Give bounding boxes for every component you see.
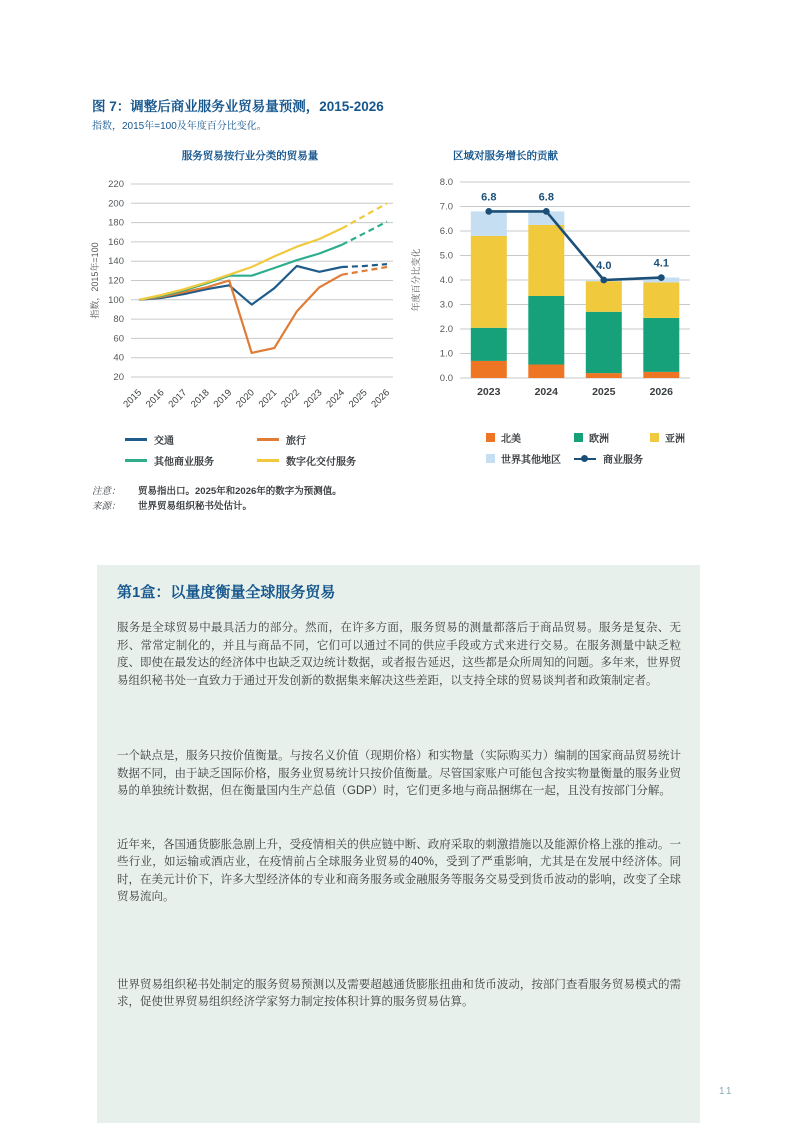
- svg-text:2023: 2023: [301, 387, 325, 411]
- services-volume-line-chart: [85, 168, 415, 420]
- svg-text:2026: 2026: [369, 387, 393, 411]
- box-paragraph-2: 一个缺点是，服务只按价值衡量。与按名义价值（现期价格）和实物量（实际购买力）编制的国家商品贸易统计数据不同，由于缺乏国际价格，服务业贸易统计只按价值衡量。尽管国家账户可能包含按实物量衡量的服务业贸易的单独统计数据，但在衡量国内生产总值（GDP）时，它们更多地与商品捆绑在一起，且没有按部门分解。: [117, 750, 681, 797]
- svg-text:2024: 2024: [534, 386, 558, 398]
- box-title: 第1盒：以量度衡量全球服务贸易: [117, 584, 336, 601]
- svg-text:140: 140: [108, 256, 124, 268]
- page-number: 11: [719, 1086, 734, 1097]
- legend-item-north-america: [486, 430, 574, 445]
- legend-label: 亚洲: [665, 434, 685, 445]
- legend-label: 数字化交付服务: [286, 457, 356, 468]
- legend-item-transport: [125, 432, 257, 447]
- svg-text:60: 60: [113, 333, 124, 345]
- note-text: 贸易指出口。2025年和2026年的数字为预测值。: [138, 486, 342, 497]
- right-chart-legend: [486, 430, 685, 466]
- svg-text:8.0: 8.0: [439, 177, 453, 188]
- legend-item-asia: [650, 430, 685, 445]
- transport-line-swatch: [125, 438, 147, 441]
- svg-text:2025: 2025: [592, 386, 616, 398]
- svg-text:220: 220: [108, 179, 124, 190]
- svg-text:2016: 2016: [143, 387, 167, 411]
- legend-label: 其他商业服务: [154, 457, 214, 468]
- note-label: 注意：: [92, 486, 121, 497]
- svg-text:2022: 2022: [279, 387, 302, 411]
- legend-item-digitally-delivered-services: [257, 453, 356, 468]
- svg-text:2015: 2015: [121, 387, 145, 411]
- svg-text:7.0: 7.0: [439, 201, 453, 213]
- svg-text:4.1: 4.1: [653, 257, 669, 270]
- svg-text:2024: 2024: [324, 387, 348, 411]
- svg-text:0.0: 0.0: [439, 373, 453, 384]
- svg-text:3.0: 3.0: [439, 299, 453, 311]
- svg-text:2020: 2020: [234, 387, 257, 411]
- legend-item-travel: [257, 432, 356, 447]
- svg-text:2017: 2017: [166, 387, 190, 411]
- legend-item-europe: [574, 430, 650, 445]
- svg-text:80: 80: [113, 314, 124, 326]
- rest-of-world-swatch: [486, 454, 495, 463]
- right-chart-title: 区域对服务增长的贡献: [453, 150, 558, 162]
- svg-text:120: 120: [108, 275, 124, 287]
- box-paragraph-1: 服务是全球贸易中最具活力的部分。然而，在许多方面，服务贸易的测量都落后于商品贸易。服务是复杂、无形、常常定制化的，并且与商品不同，它们可以通过不同的供应手段或方式来进行交易。在服务测量中缺乏粒度、即使在最发达的经济体中也缺乏双边统计数据，或者报告延迟，这些都是众所周知的问题。多年来，世界贸易组织秘书处一直致力于通过开发创新的数据集来解决这些差距，以支持全球的贸易谈判者和政策制定者。: [117, 622, 681, 687]
- svg-text:180: 180: [108, 217, 124, 229]
- svg-text:20: 20: [113, 372, 124, 383]
- svg-text:4.0: 4.0: [596, 260, 612, 272]
- legend-label: 北美: [501, 434, 521, 445]
- other-services-line-swatch: [125, 459, 147, 462]
- legend-item-other-commercial-services: [125, 453, 257, 468]
- svg-text:160: 160: [108, 236, 124, 248]
- commercial-services-dot: [581, 455, 588, 462]
- source-row: [92, 499, 342, 514]
- left-chart-title: 服务贸易按行业分类的贸易量: [181, 150, 319, 162]
- north-america-swatch: [486, 433, 495, 442]
- box-paragraph-3: 近年来，各国通货膨胀急剧上升，受疫情相关的供应链中断、政府采取的刺激措施以及能源价格上涨的推动。一些行业，如运输或酒店业，在疫情前占全球服务业贸易的40%，受到了严重影响，尤其是在发展中经济体。同时，在美元计价下，许多大型经济体的专业和商务服务或金融服务等服务交易受到货币波动的影响，改变了全球贸易流向。: [117, 838, 681, 903]
- figure-subtitle: 指数，2015年=100及年度百分比变化。: [92, 121, 267, 132]
- source-text: 世界贸易组织秘书处估计。: [138, 501, 253, 512]
- svg-text:2018: 2018: [189, 387, 212, 411]
- svg-text:100: 100: [108, 294, 124, 306]
- source-label: 来源：: [92, 501, 121, 512]
- legend-label: 旅行: [286, 436, 306, 447]
- svg-text:2019: 2019: [211, 387, 235, 411]
- legend-item-rest-of-world: [486, 451, 574, 466]
- svg-text:200: 200: [108, 198, 124, 210]
- asia-swatch: [650, 433, 659, 442]
- svg-text:2025: 2025: [346, 387, 370, 411]
- note-row: [92, 484, 342, 499]
- svg-text:指数，2015年=100: 指数，2015年=100: [90, 242, 100, 319]
- legend-label: 交通: [154, 436, 174, 447]
- legend-item-commercial-services: [574, 451, 650, 466]
- svg-text:4.0: 4.0: [439, 275, 453, 286]
- svg-text:2021: 2021: [256, 387, 280, 411]
- svg-text:年度百分比变化: 年度百分比变化: [411, 248, 421, 312]
- travel-line-swatch: [257, 438, 279, 441]
- svg-text:2.0: 2.0: [439, 324, 453, 335]
- left-chart-legend: [125, 432, 356, 468]
- box-1-measuring-services-trade: [97, 565, 700, 1123]
- svg-text:6.8: 6.8: [481, 191, 497, 204]
- svg-text:5.0: 5.0: [439, 250, 453, 262]
- box-paragraph-4: 世界贸易组织秘书处制定的服务贸易预测以及需要超越通货膨胀扭曲和货币波动，按部门查看服务贸易模式的需求，促使世界贸易组织经济学家努力制定按体积计算的服务贸易估算。: [117, 978, 681, 1008]
- figure-title: 图 7：调整后商业服务业贸易量预测，2015-2026: [92, 99, 384, 114]
- svg-text:40: 40: [113, 352, 124, 364]
- svg-text:6.8: 6.8: [538, 191, 554, 204]
- legend-label: 欧洲: [589, 434, 609, 445]
- svg-text:2023: 2023: [477, 386, 501, 398]
- svg-text:6.0: 6.0: [439, 226, 453, 237]
- regional-contribution-stacked-bar-chart: [408, 168, 698, 420]
- svg-text:2026: 2026: [649, 386, 673, 398]
- figure-notes: [92, 484, 342, 514]
- svg-text:1.0: 1.0: [439, 348, 453, 360]
- digital-services-line-swatch: [257, 459, 279, 462]
- legend-label: 商业服务: [603, 455, 643, 466]
- commercial-services-line-swatch: [574, 458, 596, 460]
- europe-swatch: [574, 433, 583, 442]
- legend-label: 世界其他地区: [501, 455, 561, 466]
